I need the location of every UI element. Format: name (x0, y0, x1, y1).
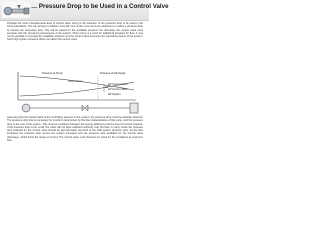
label-delta-p: ΔP (105, 86, 109, 89)
label-system-loss: ΔP System (108, 93, 121, 96)
paragraph-body: Assuming that the control valve is the controlling element in the system, the pressure drop must be carefully selected. The pressure drop that is necessary for control is determined by the flow characteristics of the pump, and the pressure drop in the rest of the system. This must be a balance between the energy efficiency and the level of control required. If the pressure drop is too small, the valve will not have sufficient authority over the flow. In many cases the pressure drop selected for the control valve should be approximately one-third of the total system pressure drop. As the flow increases the pressure drop across the system increases and the pressure drop available for the control valve decreases, which limits the range of control. The control valve must therefore be sized for the conditions at maximum flow. (7, 116, 143, 143)
pump-symbol (22, 104, 30, 112)
label-control-valve-1: ΔP Control Valve (108, 83, 128, 86)
label-control-valve-2: ΔP Control Valve (108, 88, 128, 91)
label-pressure-at-discharge: Pressure at Discharge (100, 72, 126, 75)
paragraph-intro: Perhaps the most misunderstood area of control valve sizing is the selection of the pressure drop to be used in the sizing calculation. The top (arrow) in relation to the ΔP. One of the most common practices is to select a pressure drop to provide the necessary flow. This will be based on the available pressure but ultimately the control valve must compete with the remaining components of the system. When there is a need for additional pressure for flow, it may not be possible to increase the available pressure and the control valve becomes the controlling device of the system. Such high system pressure drops can affect the control valve. (7, 22, 143, 42)
document-header (0, 0, 169, 21)
discharge-tank (130, 103, 138, 113)
pressure-drop-diagram (8, 70, 142, 115)
label-pump-curve: Pump Curve (68, 80, 83, 83)
pump-valve-logo-icon (2, 2, 30, 18)
page-title: … Pressure Drop to be Used in a Control Valve (31, 3, 169, 10)
label-pressure-at-pump: Pressure at Pump (42, 72, 63, 75)
